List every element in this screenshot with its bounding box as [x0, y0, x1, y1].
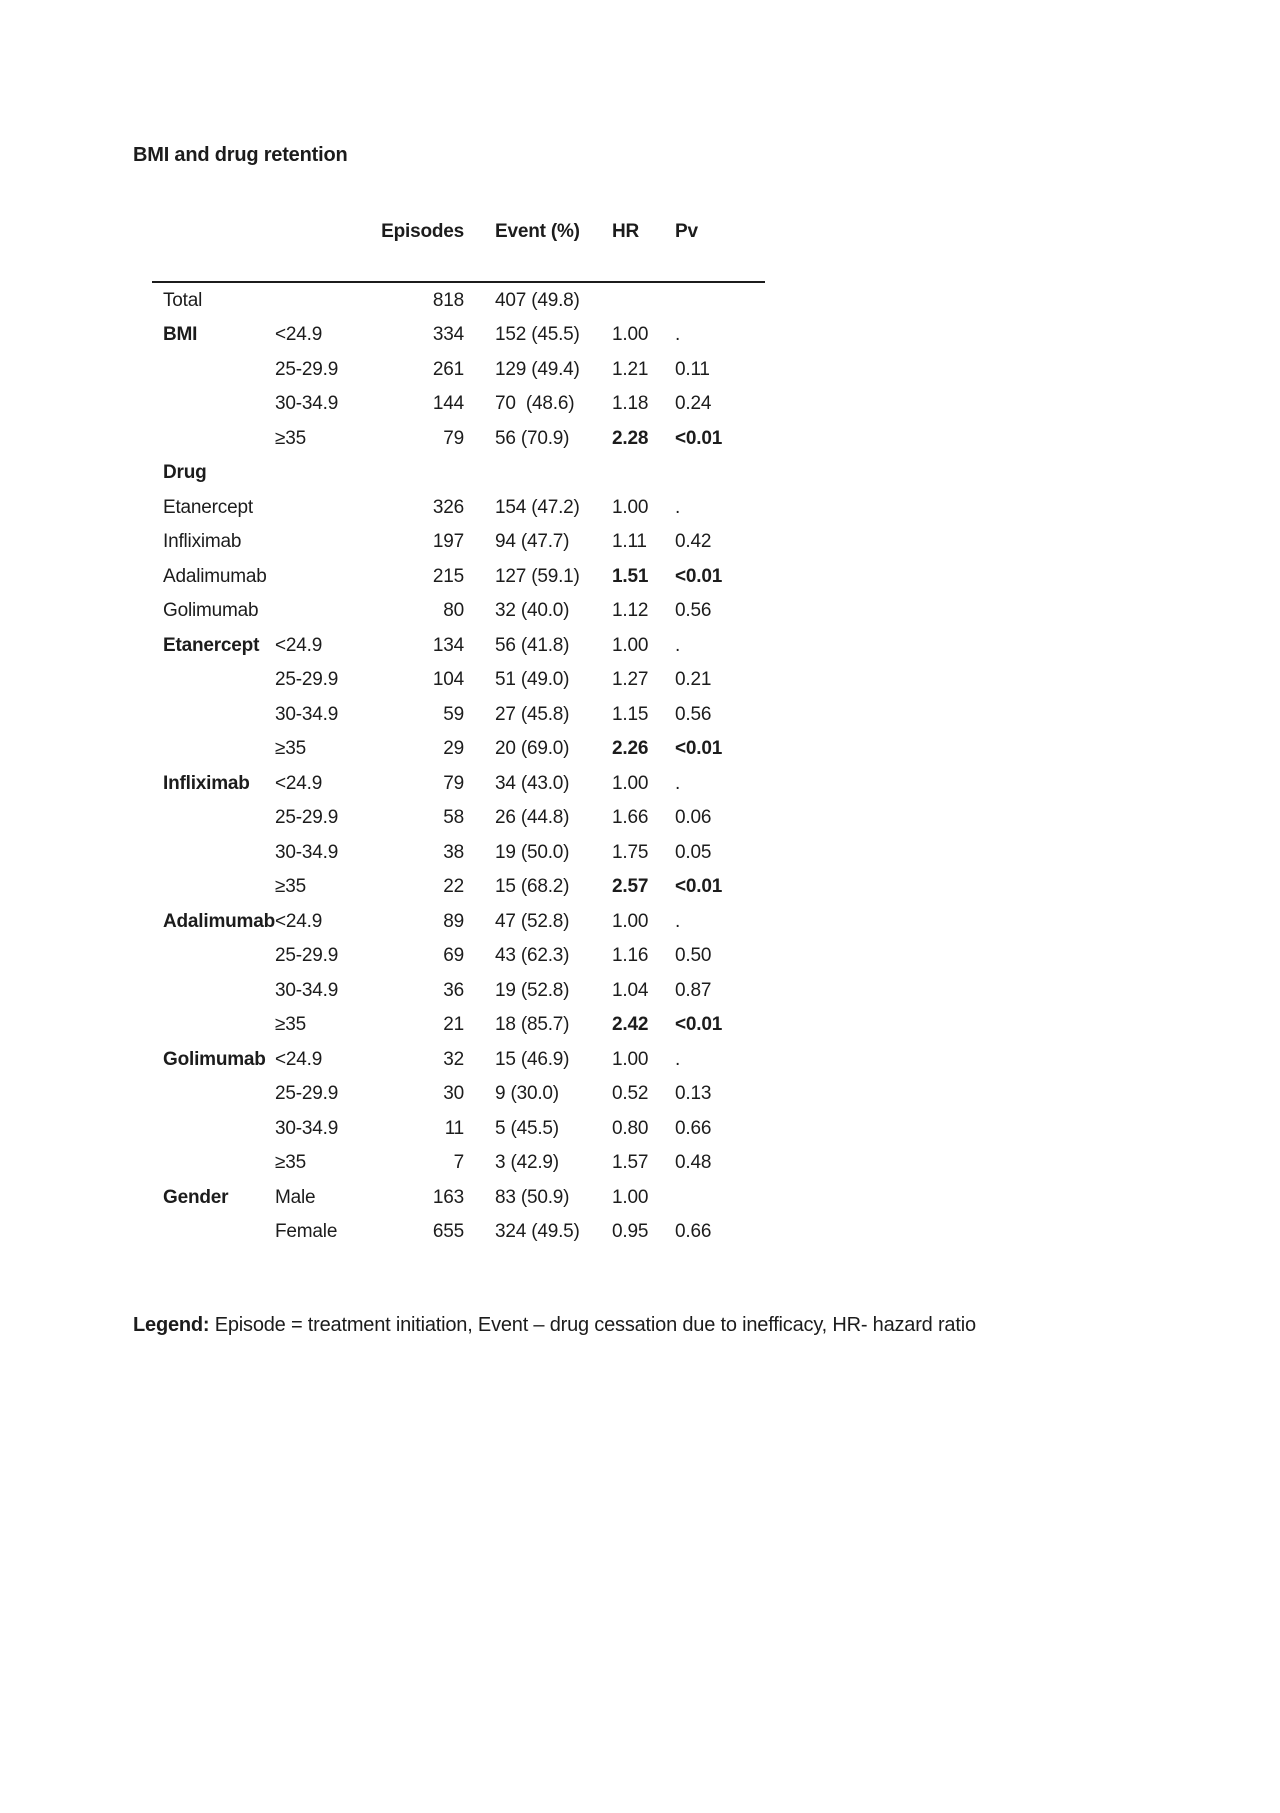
- table-row: [152, 697, 765, 732]
- cell-episodes: [364, 456, 464, 491]
- row-group-label: Gender: [163, 1186, 229, 1208]
- page-title: BMI and drug retention: [133, 144, 348, 166]
- row-subgroup-label: <24.9: [275, 910, 323, 932]
- col-header-episodes: Episodes: [364, 222, 464, 282]
- table-row: [152, 732, 765, 767]
- cell-event: 47 (52.8): [495, 910, 570, 932]
- cell-event: 407 (49.8): [495, 289, 580, 311]
- cell-hr: 1.00: [612, 1048, 649, 1070]
- cell-pv: 0.50: [675, 945, 712, 967]
- cell-pv: 0.11: [675, 358, 710, 380]
- row-group-label: [152, 1077, 275, 1112]
- cell-event: 3 (42.9): [495, 1152, 559, 1174]
- cell-episodes: 818: [432, 289, 465, 311]
- cell-pv: 0.24: [675, 393, 712, 415]
- row-group-label: [152, 835, 275, 870]
- row-subgroup-label: [275, 559, 364, 594]
- cell-hr: 2.42: [612, 1014, 649, 1036]
- cell-pv: .: [675, 634, 681, 656]
- cell-hr: 1.18: [612, 393, 649, 415]
- cell-hr: 2.57: [612, 876, 649, 898]
- table-row: [152, 973, 765, 1008]
- data-table: [152, 222, 765, 1249]
- cell-episodes: 89: [443, 910, 465, 932]
- cell-episodes: 21: [443, 1014, 465, 1036]
- cell-episodes: 104: [432, 669, 465, 691]
- cell-episodes: 197: [432, 531, 465, 553]
- cell-hr: 1.75: [612, 841, 649, 863]
- cell-pv: <0.01: [675, 427, 723, 449]
- cell-event: 15 (46.9): [495, 1048, 570, 1070]
- col-header-group: [152, 222, 275, 282]
- cell-pv: <0.01: [675, 876, 723, 898]
- table-row: [152, 490, 765, 525]
- cell-pv: 0.56: [675, 600, 712, 622]
- cell-pv: 0.66: [675, 1117, 712, 1139]
- table-row: [152, 870, 765, 905]
- cell-episodes: 30: [443, 1083, 465, 1105]
- cell-pv: .: [675, 1048, 681, 1070]
- legend-text: Episode = treatment initiation, Event – drug cessation due to inefficacy, HR- hazard ratio: [209, 1314, 976, 1336]
- cell-hr: 1.04: [612, 979, 649, 1001]
- cell-hr: 0.95: [612, 1221, 649, 1243]
- cell-hr: [612, 456, 675, 491]
- row-subgroup-label: ≥35: [275, 1014, 306, 1036]
- cell-episodes: 215: [432, 565, 465, 587]
- cell-episodes: 38: [443, 841, 465, 863]
- cell-pv: 0.56: [675, 703, 712, 725]
- cell-hr: 1.00: [612, 634, 649, 656]
- cell-event: 26 (44.8): [495, 807, 570, 829]
- cell-episodes: 29: [443, 738, 465, 760]
- cell-event: 56 (41.8): [495, 634, 570, 656]
- cell-event: 34 (43.0): [495, 772, 570, 794]
- row-group-label: [152, 387, 275, 422]
- table-row: [152, 1042, 765, 1077]
- table-row: [152, 559, 765, 594]
- cell-episodes: 11: [444, 1117, 465, 1139]
- table-row: [152, 525, 765, 560]
- row-subgroup-label: 25-29.9: [275, 945, 339, 967]
- table-body: [152, 282, 765, 1249]
- row-subgroup-label: [275, 456, 364, 491]
- cell-hr: 1.00: [612, 496, 649, 518]
- table-row: [152, 1215, 765, 1250]
- cell-pv: [675, 456, 765, 491]
- row-subgroup-label: 30-34.9: [275, 703, 339, 725]
- row-subgroup-label: 30-34.9: [275, 979, 339, 1001]
- cell-episodes: 326: [432, 496, 465, 518]
- cell-event: 127 (59.1): [495, 565, 580, 587]
- row-subgroup-label: 25-29.9: [275, 669, 339, 691]
- table-legend: [133, 1314, 976, 1337]
- row-subgroup-label: [275, 594, 364, 629]
- cell-episodes: 79: [443, 427, 465, 449]
- row-subgroup-label: <24.9: [275, 772, 323, 794]
- cell-event: 32 (40.0): [495, 600, 570, 622]
- row-subgroup-label: 30-34.9: [275, 841, 339, 863]
- row-subgroup-label: [275, 490, 364, 525]
- row-group-label: BMI: [163, 324, 198, 346]
- cell-episodes: 261: [432, 358, 465, 380]
- table-row: [152, 282, 765, 318]
- table-row: [152, 939, 765, 974]
- cell-episodes: 69: [443, 945, 465, 967]
- row-group-label: Etanercept: [163, 634, 260, 656]
- cell-episodes: 655: [432, 1221, 465, 1243]
- row-group-label: [152, 421, 275, 456]
- row-subgroup-label: <24.9: [275, 634, 323, 656]
- row-subgroup-label: [275, 282, 364, 318]
- cell-event: 129 (49.4): [495, 358, 580, 380]
- cell-event: 94 (47.7): [495, 531, 570, 553]
- cell-event: 19 (52.8): [495, 979, 570, 1001]
- table-row: [152, 1111, 765, 1146]
- cell-pv: <0.01: [675, 1014, 723, 1036]
- row-subgroup-label: 25-29.9: [275, 358, 339, 380]
- cell-pv: 0.48: [675, 1152, 712, 1174]
- cell-hr: 1.16: [612, 945, 649, 967]
- cell-hr: 2.28: [612, 427, 649, 449]
- cell-event: 43 (62.3): [495, 945, 570, 967]
- col-header-subgroup: [275, 222, 364, 282]
- row-subgroup-label: <24.9: [275, 1048, 323, 1070]
- cell-episodes: 32: [443, 1048, 465, 1070]
- cell-hr: [612, 282, 675, 318]
- cell-episodes: 58: [443, 807, 465, 829]
- cell-hr: 1.00: [612, 910, 649, 932]
- cell-event: 19 (50.0): [495, 841, 570, 863]
- table-row: [152, 594, 765, 629]
- cell-event: 27 (45.8): [495, 703, 570, 725]
- row-subgroup-label: 30-34.9: [275, 1117, 339, 1139]
- cell-hr: 1.57: [612, 1152, 649, 1174]
- cell-episodes: 144: [432, 393, 465, 415]
- table-row: [152, 835, 765, 870]
- row-group-label: Adalimumab: [163, 910, 276, 932]
- cell-pv: 0.06: [675, 807, 712, 829]
- row-group-label: [152, 973, 275, 1008]
- cell-event: 18 (85.7): [495, 1014, 570, 1036]
- cell-hr: 1.27: [612, 669, 649, 691]
- row-subgroup-label: [275, 525, 364, 560]
- row-group-label: [152, 663, 275, 698]
- cell-event: 152 (45.5): [495, 324, 580, 346]
- bmi-retention-table: [152, 222, 765, 1249]
- cell-event: 56 (70.9): [495, 427, 570, 449]
- cell-pv: [675, 1180, 765, 1215]
- row-group-label: Golimumab: [163, 600, 259, 622]
- cell-episodes: 163: [432, 1186, 465, 1208]
- cell-episodes: 7: [453, 1152, 465, 1174]
- table-row: [152, 318, 765, 353]
- row-group-label: Infliximab: [163, 531, 242, 553]
- cell-pv: 0.13: [675, 1083, 712, 1105]
- col-header-event: Event (%): [464, 222, 612, 282]
- row-group-label: [152, 697, 275, 732]
- cell-episodes: 134: [432, 634, 465, 656]
- header-row: [152, 222, 765, 282]
- cell-pv: 0.87: [675, 979, 712, 1001]
- cell-episodes: 36: [443, 979, 465, 1001]
- cell-hr: 1.51: [612, 565, 649, 587]
- table-row: [152, 766, 765, 801]
- cell-pv: 0.21: [675, 669, 712, 691]
- cell-event: 70 (48.6): [495, 393, 575, 415]
- table-header: [152, 222, 765, 282]
- cell-episodes: 79: [443, 772, 465, 794]
- table-row: [152, 387, 765, 422]
- row-subgroup-label: Female: [275, 1221, 338, 1243]
- row-group-label: Drug: [163, 462, 207, 484]
- cell-hr: 1.15: [612, 703, 649, 725]
- row-subgroup-label: 25-29.9: [275, 1083, 339, 1105]
- cell-pv: .: [675, 324, 681, 346]
- cell-episodes: 80: [443, 600, 465, 622]
- cell-event: 324 (49.5): [495, 1221, 580, 1243]
- row-group-label: Golimumab: [163, 1048, 266, 1070]
- cell-episodes: 22: [443, 876, 465, 898]
- table-row: [152, 352, 765, 387]
- row-group-label: [152, 1111, 275, 1146]
- row-group-label: Infliximab: [163, 772, 250, 794]
- table-row: [152, 1146, 765, 1181]
- table-row: [152, 421, 765, 456]
- cell-pv: .: [675, 772, 681, 794]
- row-group-label: [152, 939, 275, 974]
- cell-pv: [675, 282, 765, 318]
- row-group-label: [152, 1215, 275, 1250]
- col-header-pv: Pv: [675, 222, 765, 282]
- row-subgroup-label: ≥35: [275, 427, 306, 449]
- cell-hr: 1.66: [612, 807, 649, 829]
- cell-hr: 1.00: [612, 324, 649, 346]
- row-subgroup-label: ≥35: [275, 738, 306, 760]
- row-group-label: Etanercept: [163, 496, 253, 518]
- row-group-label: [152, 732, 275, 767]
- col-header-hr: HR: [612, 222, 675, 282]
- cell-episodes: 334: [432, 324, 465, 346]
- table-row: [152, 904, 765, 939]
- table-row: [152, 628, 765, 663]
- cell-pv: 0.66: [675, 1221, 712, 1243]
- row-group-label: [152, 870, 275, 905]
- row-group-label: Adalimumab: [163, 565, 267, 587]
- cell-event: 15 (68.2): [495, 876, 570, 898]
- cell-hr: 1.11: [612, 531, 647, 553]
- table-row: [152, 1008, 765, 1043]
- table-row: [152, 1180, 765, 1215]
- table-row: [152, 663, 765, 698]
- cell-hr: 1.21: [612, 358, 649, 380]
- row-subgroup-label: Male: [275, 1186, 316, 1208]
- legend-label: Legend:: [133, 1314, 210, 1336]
- cell-pv: .: [675, 910, 681, 932]
- cell-hr: 0.52: [612, 1083, 649, 1105]
- cell-pv: 0.42: [675, 531, 712, 553]
- row-subgroup-label: ≥35: [275, 876, 306, 898]
- table-row: [152, 456, 765, 491]
- row-group-label: [152, 1146, 275, 1181]
- cell-hr: 1.12: [612, 600, 649, 622]
- cell-event: 154 (47.2): [495, 496, 580, 518]
- cell-event: 51 (49.0): [495, 669, 570, 691]
- row-subgroup-label: 30-34.9: [275, 393, 339, 415]
- table-row: [152, 1077, 765, 1112]
- row-subgroup-label: 25-29.9: [275, 807, 339, 829]
- table-row: [152, 801, 765, 836]
- cell-event: 83 (50.9): [495, 1186, 570, 1208]
- cell-hr: 0.80: [612, 1117, 649, 1139]
- row-group-label: Total: [163, 289, 203, 311]
- cell-hr: 2.26: [612, 738, 649, 760]
- cell-event: 5 (45.5): [495, 1117, 559, 1139]
- cell-hr: 1.00: [612, 1186, 649, 1208]
- cell-event: 9 (30.0): [495, 1083, 559, 1105]
- cell-pv: 0.05: [675, 841, 712, 863]
- cell-pv: <0.01: [675, 738, 723, 760]
- cell-hr: 1.00: [612, 772, 649, 794]
- row-group-label: [152, 801, 275, 836]
- cell-event: 20 (69.0): [495, 738, 570, 760]
- row-subgroup-label: <24.9: [275, 324, 323, 346]
- cell-pv: .: [675, 496, 681, 518]
- cell-episodes: 59: [443, 703, 465, 725]
- cell-event: [464, 456, 612, 491]
- row-group-label: [152, 352, 275, 387]
- row-group-label: [152, 1008, 275, 1043]
- row-subgroup-label: ≥35: [275, 1152, 306, 1174]
- cell-pv: <0.01: [675, 565, 723, 587]
